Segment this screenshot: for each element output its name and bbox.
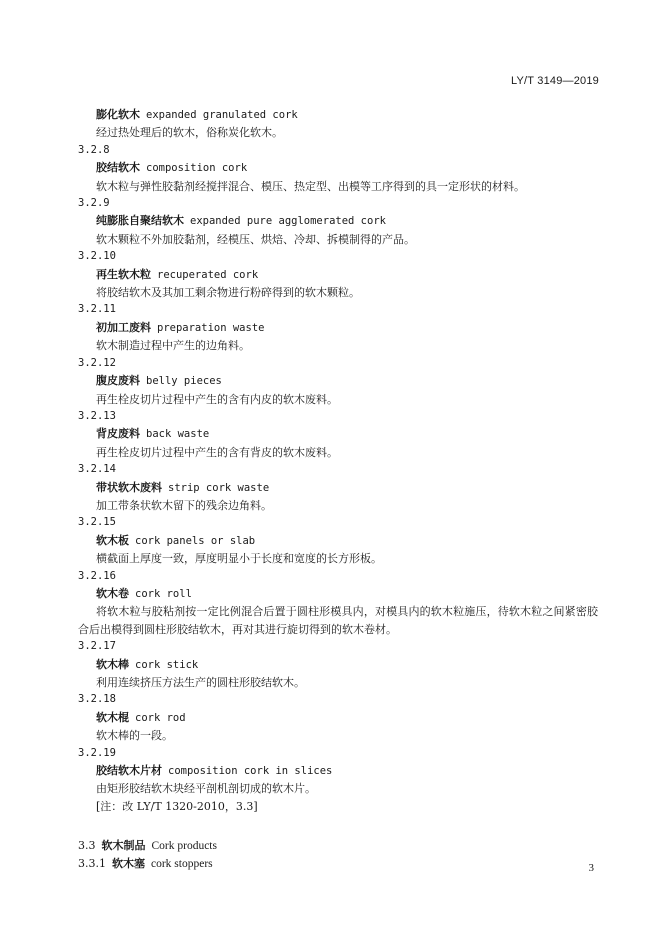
term-title (78, 656, 598, 674)
subsection-number: 3.3.1 (78, 857, 106, 871)
term-zh: 胶结软木 (96, 161, 140, 175)
section-number: 3.3 (78, 839, 96, 853)
subsection-zh: 软木塞 (112, 857, 145, 871)
term-zh: 软木棍 (96, 710, 129, 724)
term-entry (78, 461, 598, 514)
term-en: composition cork in slices (168, 765, 333, 778)
term-entry (78, 514, 598, 567)
term-number: 3.2.12 (78, 356, 116, 369)
term-en: preparation waste (157, 321, 265, 334)
term-entry (78, 408, 598, 461)
term-title (78, 585, 598, 603)
term-number: 3.2.17 (78, 640, 116, 653)
term-en: composition cork (146, 162, 248, 175)
term-definition: 再生栓皮切片过程中产生的含有内皮的软木废料。 (96, 392, 338, 406)
subsection-en: cork stoppers (151, 858, 213, 871)
page-number: 3 (588, 862, 594, 874)
term-entry (78, 248, 598, 301)
term-title (78, 762, 598, 780)
term-title (78, 106, 598, 124)
standard-code: LY/T 3149—2019 (510, 75, 599, 87)
term-number: 3.2.9 (78, 197, 110, 210)
term-zh: 背皮废料 (96, 427, 140, 441)
term-title (78, 479, 598, 497)
terms-list (78, 142, 598, 798)
term-en: belly pieces (146, 375, 222, 388)
term-title (78, 319, 598, 337)
term-en: cork roll (135, 587, 192, 600)
term-definition: 软木颗粒不外加胶黏剂，经模压、烘焙、冷却、拆模制得的产品。 (96, 232, 415, 246)
term-number: 3.2.14 (78, 463, 116, 476)
term-title (78, 532, 598, 550)
term-en: expanded pure agglomerated cork (190, 215, 386, 228)
term-definition: 经过热处理后的软木，俗称炭化软木。 (96, 126, 283, 140)
term-zh: 软木棒 (96, 657, 129, 671)
term-definition: 横截面上厚度一致，厚度明显小于长度和宽度的长方形板。 (96, 552, 382, 566)
section-heading (78, 837, 598, 855)
term-definition: 利用连续挤压方法生产的圆柱形胶结软木。 (96, 676, 305, 689)
term-entry (78, 638, 598, 691)
term-title (78, 212, 598, 230)
term-title (78, 159, 598, 177)
spacer (78, 815, 598, 837)
term-zh: 带状软木废料 (96, 480, 162, 494)
term-definition: 软木棒的一段。 (96, 729, 173, 743)
term-title (78, 266, 598, 284)
term-zh: 再生软木粒 (96, 267, 151, 281)
term-en: cork panels or slab (135, 534, 256, 547)
term-number: 3.2.19 (78, 746, 116, 759)
term-number: 3.2.15 (78, 516, 116, 529)
term-entry (78, 301, 598, 354)
term-definition: 将胶结软木及其加工剩余物进行粉碎得到的软木颗粒。 (96, 286, 360, 300)
document-body (78, 106, 598, 873)
term-zh: 软木板 (96, 533, 129, 547)
term-number: 3.2.10 (78, 250, 116, 263)
term-zh: 初加工废料 (96, 320, 151, 334)
term-entry (78, 142, 598, 195)
term-entry (78, 195, 598, 248)
section-en: Cork products (151, 840, 217, 853)
term-definition: 再生栓皮切片过程中产生的含有背皮的软木废料。 (96, 445, 338, 459)
source-note: [注：改 LY/T 1320-2010，3.3] (96, 799, 258, 813)
section-zh: 软木制品 (101, 839, 146, 853)
term-zh: 腹皮废料 (96, 374, 140, 388)
term-entry (78, 568, 598, 639)
lead-term (78, 106, 598, 142)
term-en: strip cork waste (168, 481, 270, 494)
term-entry (78, 745, 598, 798)
term-en: cork rod (135, 711, 186, 724)
term-entry (78, 355, 598, 408)
term-definition: 将软木粒与胶粘剂按一定比例混合后置于圆柱形模具内，对模具内的软木粒施压，待软木粒之间紧密胶合后出模得到圆柱形胶结软木，再对其进行旋切得到的软木卷材。 (78, 605, 598, 636)
term-zh: 胶结软木片材 (96, 764, 162, 778)
term-number: 3.2.8 (78, 143, 110, 156)
term-definition: 由矩形胶结软木块经平剖机剖切成的软木片。 (96, 782, 316, 796)
term-definition: 软木粒与弹性胶黏剂经搅拌混合、模压、热定型、出模等工序得到的具一定形状的材料。 (96, 179, 525, 193)
term-en: expanded granulated cork (146, 109, 298, 121)
term-title (78, 425, 598, 443)
term-zh: 软木卷 (96, 586, 129, 600)
term-number: 3.2.18 (78, 693, 116, 706)
term-number: 3.2.11 (78, 303, 116, 316)
term-zh: 纯膨胀自聚结软木 (96, 214, 184, 228)
term-en: recuperated cork (157, 268, 259, 281)
term-title (78, 709, 598, 727)
term-number: 3.2.16 (78, 569, 116, 582)
term-definition: 软木制造过程中产生的边角料。 (96, 339, 250, 353)
term-definition: 加工带条状软木留下的残余边角料。 (96, 498, 272, 512)
term-title (78, 372, 598, 390)
term-entry (78, 691, 598, 744)
term-en: back waste (146, 428, 210, 441)
term-zh: 膨化软木 (96, 108, 140, 121)
term-number: 3.2.13 (78, 409, 116, 422)
subsection-heading (78, 855, 598, 873)
term-en: cork stick (135, 658, 199, 671)
